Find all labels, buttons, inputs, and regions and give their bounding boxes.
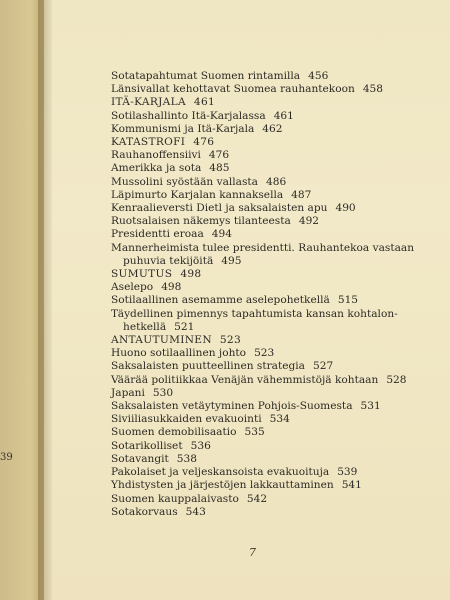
toc-entry-title: Sotatapahtumat Suomen rintamilla bbox=[111, 70, 301, 82]
toc-entry bbox=[111, 268, 441, 281]
toc-entry bbox=[111, 228, 441, 241]
toc-entry-title: Suomen demobilisaatio bbox=[111, 426, 237, 439]
toc-entry bbox=[111, 440, 441, 453]
toc-entry-title: Saksalaisten puutteellinen strategia bbox=[111, 360, 306, 373]
toc-entry-title: SUMUTUS bbox=[111, 268, 173, 281]
toc-entry-page: 530 bbox=[152, 386, 174, 399]
toc-entry-page: 476 bbox=[208, 149, 230, 162]
toc-entry-title: Siviiliasukkaiden evakuointi bbox=[111, 413, 262, 426]
toc-entry-page: 528 bbox=[386, 373, 407, 386]
toc-entry bbox=[111, 162, 441, 175]
toc-entry-page: 523 bbox=[219, 334, 242, 347]
table-of-contents bbox=[111, 70, 441, 519]
toc-entry-page: 498 bbox=[161, 281, 182, 294]
toc-entry-page: 456 bbox=[308, 70, 329, 82]
toc-entry-title: hetkellä bbox=[123, 320, 167, 333]
toc-entry-title: Sotarikolliset bbox=[111, 439, 183, 452]
toc-entry-page: 494 bbox=[211, 228, 233, 241]
toc-entry bbox=[111, 479, 441, 492]
toc-entry-page: 495 bbox=[221, 254, 242, 267]
toc-entry-title: Huono sotilaallinen johto bbox=[111, 347, 247, 360]
toc-entry bbox=[111, 215, 441, 228]
book-gutter bbox=[38, 0, 52, 600]
toc-entry bbox=[111, 334, 441, 347]
toc-entry-page: 458 bbox=[362, 83, 384, 96]
toc-entry bbox=[111, 308, 441, 321]
toc-entry-title: Kommunismi ja Itä-Karjala bbox=[111, 122, 255, 135]
toc-entry bbox=[111, 347, 441, 360]
toc-entry bbox=[111, 321, 441, 334]
toc-entry-title: Pakolaiset ja veljeskansoista evakuoituja bbox=[111, 466, 330, 479]
toc-entry bbox=[111, 413, 441, 426]
book-page bbox=[44, 0, 450, 600]
toc-entry bbox=[111, 136, 441, 149]
toc-entry-title: Kenraalieversti Dietl ja saksalaisten apu bbox=[111, 202, 328, 215]
toc-entry-title: Japani bbox=[111, 386, 145, 399]
toc-entry-title: Mannerheimista tulee presidentti. Rauhantekoa vastaan bbox=[111, 241, 415, 254]
toc-entry-page: 535 bbox=[244, 426, 265, 439]
toc-entry-title: Läpimurto Karjalan kannaksella bbox=[111, 188, 284, 201]
toc-entry-page: 462 bbox=[262, 122, 283, 135]
toc-entry-page: 487 bbox=[291, 188, 312, 201]
toc-entry-page: 531 bbox=[360, 400, 381, 413]
toc-entry bbox=[111, 70, 441, 83]
toc-entry-title: Presidentti eroaa bbox=[111, 228, 204, 241]
toc-entry-page: 527 bbox=[313, 360, 334, 373]
toc-entry-page: 539 bbox=[337, 466, 358, 479]
toc-entry bbox=[111, 149, 441, 162]
toc-entry-title: ANTAUTUMINEN bbox=[111, 334, 212, 347]
toc-entry bbox=[111, 96, 441, 109]
toc-entry-page: 498 bbox=[180, 268, 202, 281]
toc-entry-title: Sotilashallinto Itä-Karjalassa bbox=[111, 109, 266, 122]
toc-entry bbox=[111, 189, 441, 202]
toc-entry-title: Aselepo bbox=[111, 281, 154, 294]
toc-entry bbox=[111, 493, 441, 506]
toc-entry-page: 490 bbox=[335, 202, 356, 215]
toc-entry-title: Mussolini syöstään vallasta bbox=[111, 175, 258, 188]
toc-entry-page: 534 bbox=[269, 413, 290, 426]
toc-entry-title: Ruotsalaisen näkemys tilanteesta bbox=[111, 215, 291, 228]
toc-entry bbox=[111, 83, 441, 96]
toc-entry-title: Rauhanoffensiivi bbox=[111, 149, 201, 162]
toc-entry bbox=[111, 281, 441, 294]
toc-entry bbox=[111, 374, 441, 387]
toc-entry bbox=[111, 506, 441, 519]
toc-entry bbox=[111, 294, 441, 307]
page-number: 7 bbox=[249, 546, 256, 559]
toc-entry bbox=[111, 255, 441, 268]
toc-entry bbox=[111, 110, 441, 123]
toc-entry-page: 521 bbox=[174, 320, 195, 333]
toc-entry bbox=[111, 387, 441, 400]
toc-entry bbox=[111, 176, 441, 189]
toc-entry-page: 492 bbox=[298, 215, 320, 228]
toc-entry bbox=[111, 426, 441, 439]
previous-page-number: 39 bbox=[0, 452, 13, 463]
toc-entry-title: Sotavangit bbox=[111, 452, 169, 465]
toc-entry bbox=[111, 466, 441, 479]
toc-entry-page: 542 bbox=[246, 492, 268, 505]
toc-entry-page: 461 bbox=[273, 109, 294, 122]
toc-entry-title: Yhdistysten ja järjestöjen lakkauttaminen bbox=[111, 479, 334, 492]
toc-entry-title: puhuvia tekijöitä bbox=[123, 254, 214, 267]
toc-entry-page: 523 bbox=[254, 347, 275, 360]
toc-entry-page: 476 bbox=[193, 136, 215, 149]
toc-entry-page: 541 bbox=[341, 479, 362, 492]
toc-entry-page: 536 bbox=[190, 439, 211, 452]
toc-entry-title: Amerikka ja sota bbox=[111, 162, 202, 175]
toc-entry bbox=[111, 123, 441, 136]
toc-entry-title: Saksalaisten vetäytyminen Pohjois-Suomesta bbox=[111, 400, 353, 413]
toc-entry bbox=[111, 202, 441, 215]
toc-entry bbox=[111, 242, 441, 255]
toc-entry-title: Täydellinen pimennys tapahtumista kansan kohtalon- bbox=[111, 307, 398, 320]
toc-entry-title: ITÄ-KARJALA bbox=[111, 96, 186, 109]
toc-entry-page: 515 bbox=[337, 294, 359, 307]
toc-entry bbox=[111, 400, 441, 413]
toc-entry-title: KATASTROFI bbox=[111, 136, 186, 149]
toc-entry-page: 485 bbox=[209, 162, 230, 175]
toc-entry-title: Suomen kauppalaivasto bbox=[111, 492, 239, 505]
toc-entry-title: Sotilaallinen asemamme aselepohetkellä bbox=[111, 294, 330, 307]
toc-entry-page: 538 bbox=[176, 452, 197, 465]
toc-entry bbox=[111, 453, 441, 466]
toc-entry-page: 461 bbox=[193, 96, 216, 109]
toc-entry bbox=[111, 360, 441, 373]
toc-entry-title: Länsivallat kehottavat Suomea rauhantekoon bbox=[111, 83, 355, 96]
toc-entry-title: Väärää politiikkaa Venäjän vähemmistöjä kohtaan bbox=[111, 373, 379, 386]
toc-entry-page: 486 bbox=[266, 175, 287, 188]
toc-entry-title: Sotakorvaus bbox=[111, 505, 178, 518]
toc-entry-page: 543 bbox=[185, 505, 206, 518]
